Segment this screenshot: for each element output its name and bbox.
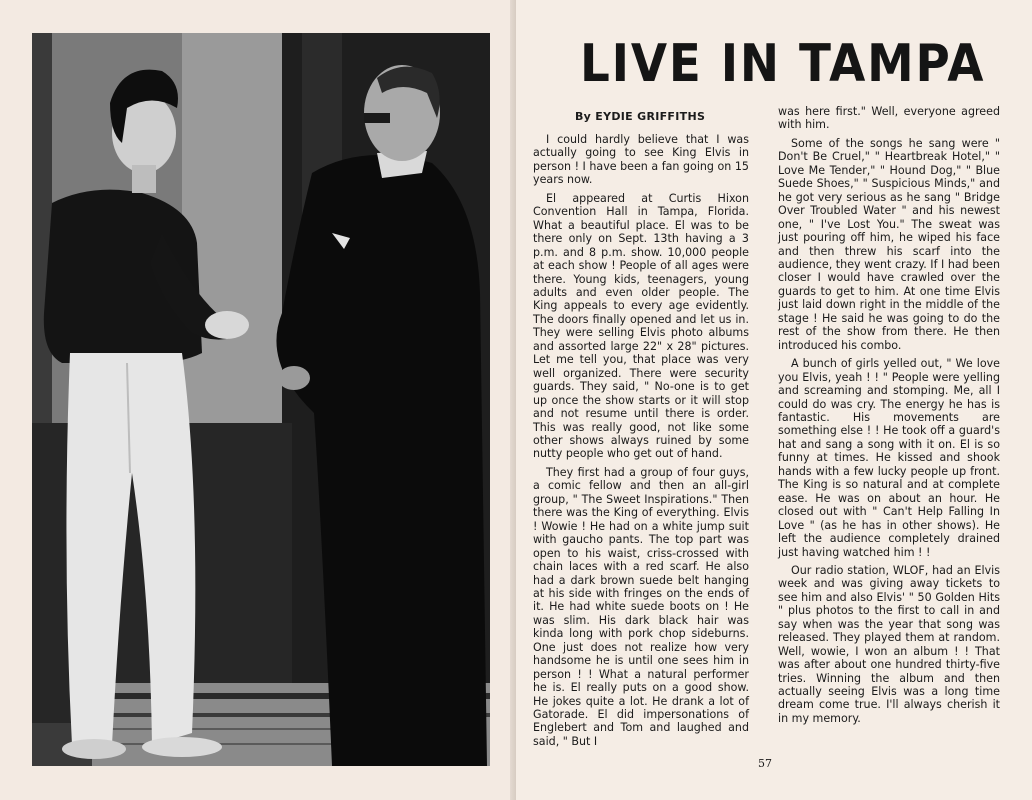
article-column-2 <box>778 105 1000 730</box>
paragraph: was here first." Well, everyone agreed with him. <box>778 105 1000 132</box>
page-number: 57 <box>758 757 772 770</box>
article-column-1 <box>533 133 749 753</box>
article-byline: By EYDIE GRIFFITHS <box>575 110 706 123</box>
paragraph: I could hardly believe that I was actually going to see King Elvis in person ! I have been a fan going on 15 years now. <box>533 133 749 187</box>
paragraph: A bunch of girls yelled out, " We love you Elvis, yeah ! ! " People were yelling and screaming and stomping. Me, all I could do was cry. The energy he has is fantastic. His movements are something else ! ! He took off a guard's hat and sang a song with it on. El is so funny at times. He kissed and shook hands with a few lucky people up front. The King is so natural and at complete ease. He was on about an hour. He closed out with " Can't Help Falling In Love " (as he has in other shows). He left the audience completely drained just having watched him ! ! <box>778 357 1000 559</box>
photo-icon <box>32 33 490 766</box>
paragraph: Our radio station, WLOF, had an Elvis week and was giving away tickets to see him and also Elvis' " 50 Golden Hits " plus photos to the first to call in and say when was the year that song was released. They played them at random. Well, wowie, I won an album ! ! That was after about one hundred thirty-five tries. Winning the album and then actually seeing Elvis was a long time dream come true. I'll always cherish it in my memory. <box>778 563 1000 725</box>
paragraph: Some of the songs he sang were " Don't Be Cruel," " Heartbreak Hotel," " Love Me Tender," " Hound Dog," " Blue Suede Shoes," " Suspicious Minds," and he got very serious as he sang " Bridge Over Troubled Water " and his newest one, " I've Lost You." The sweat was just pouring off him, he wiped his face and then threw his scarf into the audience, they went crazy. If I had been closer I would have crawled over the guards to get to him. At one time Elvis just laid down right in the middle of the stage ! He said he was going to do the rest of the show from there. He then introduced his combo. <box>778 136 1000 352</box>
article-headline: LIVE IN TAMPA <box>580 34 986 94</box>
article-photo <box>32 33 490 766</box>
paragraph: They first had a group of four guys, a comic fellow and then an all-girl group, " The Sweet Inspirations." Then there was the King of everything. Elvis ! Wowie ! He had on a white jump suit with gaucho pants. The top part was open to his waist, criss-crossed with chain laces with a red scarf. He also had a dark brown suede belt hanging at his side with fringes on the ends of it. He had white suede boots on ! He was slim. His dark black hair was kinda long with pork chop sideburns. One just does not realize how very handsome he is until one sees him in person ! ! What a natural performer he is. El really puts on a good show. He jokes quite a lot. He drank a lot of Gatorade. El did impersonations of Englebert and Tom and laughed and said, " But I <box>533 465 749 748</box>
paragraph: El appeared at Curtis Hixon Convention Hall in Tampa, Florida. What a beautiful place. El was to be there only on Sept. 13th having a 3 p.m. and 8 p.m. show. 10,000 people at each show ! People of all ages were there. Young kids, teenagers, young adults and even older people. The King appeals to every age evidently. The doors finally opened and let us in. They were selling Elvis photo albums and assorted large 22" x 28" pictures. Let me tell you, that place was very well organized. There were security guards. They said, " No-one is to get up once the show starts or it will stop and not resume until there is order. This was really good, not like some other shows always ruined by some nutty people who get out of hand. <box>533 191 749 461</box>
